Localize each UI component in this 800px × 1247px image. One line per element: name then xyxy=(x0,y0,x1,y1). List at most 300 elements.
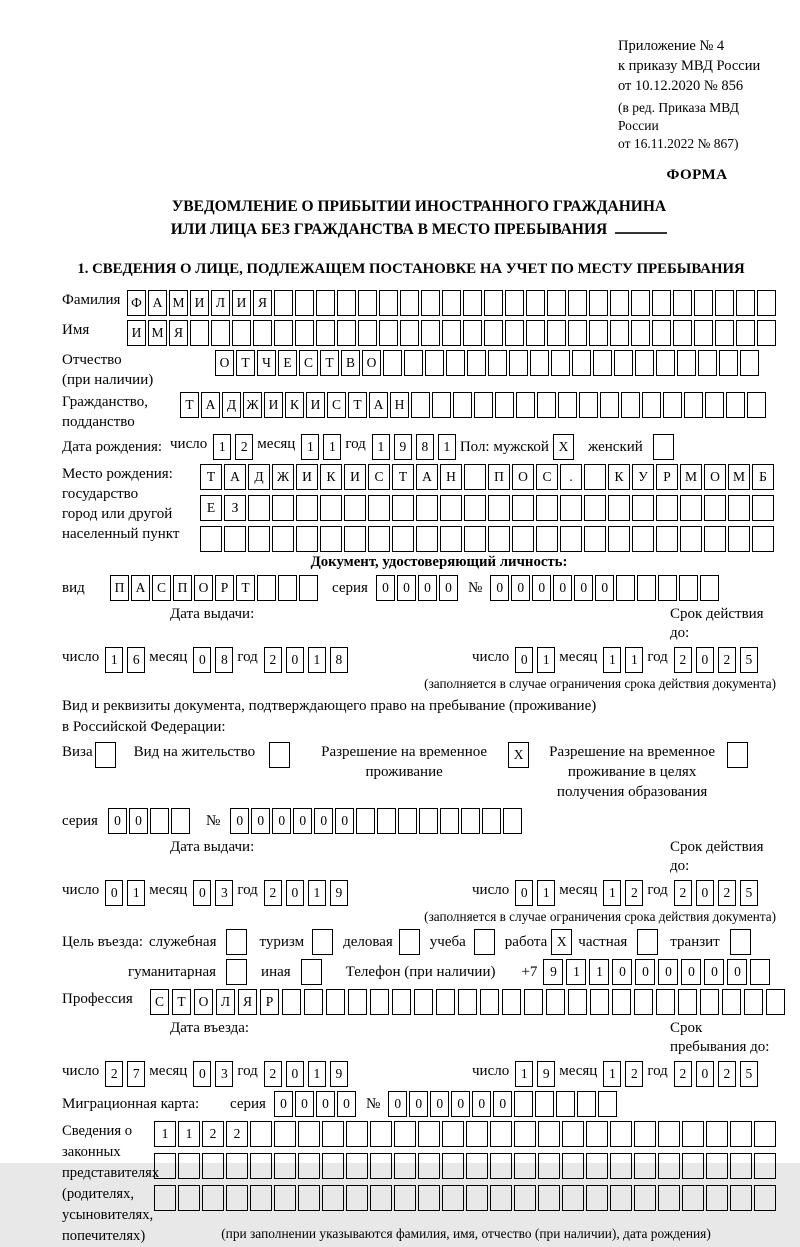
char-box[interactable]: 5 xyxy=(740,1061,758,1087)
char-box[interactable] xyxy=(337,290,356,316)
char-box[interactable]: 2 xyxy=(674,880,692,906)
char-box[interactable]: 1 xyxy=(323,434,341,460)
char-box[interactable] xyxy=(766,989,785,1015)
char-box[interactable] xyxy=(248,495,270,521)
char-box[interactable] xyxy=(398,808,417,834)
char-box[interactable] xyxy=(272,526,294,552)
char-box[interactable] xyxy=(568,989,587,1015)
char-box[interactable] xyxy=(488,350,507,376)
char-box[interactable] xyxy=(663,392,682,418)
char-box[interactable]: 1 xyxy=(603,880,621,906)
char-box[interactable] xyxy=(394,1185,416,1211)
char-box[interactable] xyxy=(379,290,398,316)
char-box[interactable]: К xyxy=(608,464,630,490)
char-box[interactable] xyxy=(484,320,503,346)
char-box[interactable] xyxy=(586,1185,608,1211)
char-box[interactable]: С xyxy=(327,392,346,418)
char-box[interactable]: 0 xyxy=(230,808,249,834)
char-box[interactable] xyxy=(250,1153,272,1179)
char-box[interactable] xyxy=(700,989,719,1015)
char-box[interactable] xyxy=(726,392,745,418)
char-box[interactable] xyxy=(560,495,582,521)
char-box[interactable]: 0 xyxy=(316,1091,335,1117)
char-box[interactable] xyxy=(418,1185,440,1211)
char-box[interactable] xyxy=(440,808,459,834)
char-box[interactable] xyxy=(421,290,440,316)
char-box[interactable]: Р xyxy=(656,464,678,490)
char-box[interactable]: И xyxy=(296,464,318,490)
char-box[interactable] xyxy=(272,495,294,521)
char-box[interactable]: Т xyxy=(236,575,255,601)
char-box[interactable] xyxy=(634,989,653,1015)
char-box[interactable]: 0 xyxy=(696,880,714,906)
char-box[interactable] xyxy=(658,1121,680,1147)
char-box[interactable] xyxy=(370,989,389,1015)
char-box[interactable]: 5 xyxy=(740,647,758,673)
char-box[interactable]: 9 xyxy=(330,1061,348,1087)
char-box[interactable] xyxy=(730,1121,752,1147)
char-box[interactable]: 1 xyxy=(589,959,609,985)
char-box[interactable] xyxy=(514,1091,533,1117)
char-box[interactable] xyxy=(320,526,342,552)
char-box[interactable]: 0 xyxy=(490,575,509,601)
char-box[interactable] xyxy=(558,392,577,418)
char-box[interactable] xyxy=(608,495,630,521)
char-box[interactable] xyxy=(211,320,230,346)
char-box[interactable] xyxy=(370,1153,392,1179)
char-box[interactable]: 0 xyxy=(286,647,304,673)
char-box[interactable] xyxy=(514,1121,536,1147)
char-box[interactable] xyxy=(560,526,582,552)
char-box[interactable] xyxy=(635,350,654,376)
checkbox[interactable] xyxy=(269,742,290,768)
char-box[interactable] xyxy=(224,526,246,552)
char-box[interactable] xyxy=(706,1185,728,1211)
char-box[interactable] xyxy=(154,1185,176,1211)
char-box[interactable] xyxy=(694,320,713,346)
char-box[interactable] xyxy=(502,989,521,1015)
checkbox[interactable] xyxy=(474,929,495,955)
char-box[interactable]: А xyxy=(131,575,150,601)
char-box[interactable] xyxy=(682,1153,704,1179)
char-box[interactable]: 0 xyxy=(439,575,458,601)
char-box[interactable] xyxy=(682,1185,704,1211)
char-box[interactable]: 1 xyxy=(515,1061,533,1087)
char-box[interactable]: Т xyxy=(392,464,414,490)
char-box[interactable]: 0 xyxy=(397,575,416,601)
char-box[interactable] xyxy=(589,290,608,316)
char-box[interactable] xyxy=(274,1153,296,1179)
char-box[interactable] xyxy=(257,575,276,601)
char-box[interactable] xyxy=(298,1121,320,1147)
char-box[interactable] xyxy=(503,808,522,834)
char-box[interactable]: Ж xyxy=(243,392,262,418)
char-box[interactable] xyxy=(463,290,482,316)
char-box[interactable]: 1 xyxy=(566,959,586,985)
char-box[interactable]: 0 xyxy=(295,1091,314,1117)
char-box[interactable] xyxy=(248,526,270,552)
char-box[interactable] xyxy=(226,1153,248,1179)
char-box[interactable]: С xyxy=(299,350,318,376)
char-box[interactable]: 0 xyxy=(612,959,632,985)
char-box[interactable] xyxy=(631,320,650,346)
char-box[interactable] xyxy=(505,320,524,346)
char-box[interactable]: И xyxy=(264,392,283,418)
char-box[interactable] xyxy=(416,526,438,552)
char-box[interactable] xyxy=(586,1121,608,1147)
char-box[interactable] xyxy=(421,320,440,346)
char-box[interactable] xyxy=(464,495,486,521)
char-box[interactable]: 1 xyxy=(603,647,621,673)
char-box[interactable]: 0 xyxy=(337,1091,356,1117)
char-box[interactable]: Б xyxy=(752,464,774,490)
char-box[interactable]: 0 xyxy=(430,1091,449,1117)
char-box[interactable] xyxy=(614,350,633,376)
char-box[interactable] xyxy=(392,526,414,552)
char-box[interactable] xyxy=(535,1091,554,1117)
char-box[interactable]: 0 xyxy=(472,1091,491,1117)
char-box[interactable] xyxy=(610,1185,632,1211)
char-box[interactable] xyxy=(171,808,190,834)
char-box[interactable]: 0 xyxy=(532,575,551,601)
char-box[interactable] xyxy=(656,495,678,521)
char-box[interactable]: И xyxy=(344,464,366,490)
char-box[interactable] xyxy=(370,1185,392,1211)
char-box[interactable] xyxy=(610,290,629,316)
char-box[interactable] xyxy=(562,1185,584,1211)
char-box[interactable] xyxy=(348,989,367,1015)
char-box[interactable] xyxy=(436,989,455,1015)
char-box[interactable] xyxy=(632,526,654,552)
char-box[interactable]: 9 xyxy=(543,959,563,985)
char-box[interactable] xyxy=(463,320,482,346)
char-box[interactable] xyxy=(464,464,486,490)
char-box[interactable] xyxy=(368,495,390,521)
checkbox[interactable]: X xyxy=(508,742,529,768)
char-box[interactable] xyxy=(744,989,763,1015)
char-box[interactable]: 2 xyxy=(202,1121,224,1147)
char-box[interactable] xyxy=(678,989,697,1015)
char-box[interactable] xyxy=(621,392,640,418)
char-box[interactable] xyxy=(705,392,724,418)
char-box[interactable] xyxy=(538,1185,560,1211)
char-box[interactable] xyxy=(295,320,314,346)
checkbox[interactable] xyxy=(653,434,674,460)
char-box[interactable] xyxy=(296,526,318,552)
char-box[interactable] xyxy=(658,1153,680,1179)
char-box[interactable] xyxy=(356,808,375,834)
char-box[interactable] xyxy=(637,575,656,601)
char-box[interactable] xyxy=(178,1153,200,1179)
char-box[interactable] xyxy=(514,1185,536,1211)
char-box[interactable] xyxy=(442,320,461,346)
char-box[interactable]: 1 xyxy=(308,880,326,906)
char-box[interactable]: . xyxy=(560,464,582,490)
char-box[interactable] xyxy=(658,575,677,601)
char-box[interactable] xyxy=(344,526,366,552)
char-box[interactable]: 0 xyxy=(418,575,437,601)
char-box[interactable]: 0 xyxy=(193,1061,211,1087)
char-box[interactable] xyxy=(442,1153,464,1179)
char-box[interactable] xyxy=(202,1153,224,1179)
char-box[interactable] xyxy=(358,290,377,316)
char-box[interactable] xyxy=(757,320,776,346)
char-box[interactable] xyxy=(298,1185,320,1211)
char-box[interactable] xyxy=(612,989,631,1015)
char-box[interactable]: 2 xyxy=(105,1061,123,1087)
char-box[interactable] xyxy=(432,392,451,418)
char-box[interactable]: О xyxy=(704,464,726,490)
char-box[interactable] xyxy=(610,1121,632,1147)
char-box[interactable] xyxy=(616,575,635,601)
char-box[interactable]: Т xyxy=(180,392,199,418)
char-box[interactable]: К xyxy=(320,464,342,490)
char-box[interactable] xyxy=(538,1153,560,1179)
char-box[interactable]: 8 xyxy=(330,647,348,673)
char-box[interactable]: 9 xyxy=(394,434,412,460)
char-box[interactable] xyxy=(274,1121,296,1147)
char-box[interactable] xyxy=(200,526,222,552)
char-box[interactable] xyxy=(715,290,734,316)
char-box[interactable] xyxy=(757,290,776,316)
char-box[interactable]: 1 xyxy=(213,434,231,460)
char-box[interactable]: 0 xyxy=(272,808,291,834)
char-box[interactable] xyxy=(634,1153,656,1179)
char-box[interactable] xyxy=(516,392,535,418)
char-box[interactable] xyxy=(530,350,549,376)
char-box[interactable] xyxy=(556,1091,575,1117)
char-box[interactable]: Я xyxy=(253,290,272,316)
char-box[interactable] xyxy=(322,1185,344,1211)
char-box[interactable] xyxy=(278,575,297,601)
char-box[interactable] xyxy=(505,290,524,316)
char-box[interactable]: 2 xyxy=(625,880,643,906)
char-box[interactable]: Т xyxy=(172,989,191,1015)
char-box[interactable] xyxy=(656,350,675,376)
char-box[interactable]: С xyxy=(536,464,558,490)
char-box[interactable]: 1 xyxy=(537,647,555,673)
char-box[interactable] xyxy=(680,495,702,521)
char-box[interactable] xyxy=(719,350,738,376)
char-box[interactable]: 0 xyxy=(493,1091,512,1117)
checkbox[interactable] xyxy=(399,929,420,955)
char-box[interactable] xyxy=(656,526,678,552)
char-box[interactable]: 2 xyxy=(264,1061,282,1087)
char-box[interactable]: Я xyxy=(169,320,188,346)
char-box[interactable] xyxy=(253,320,272,346)
char-box[interactable] xyxy=(590,989,609,1015)
char-box[interactable] xyxy=(316,320,335,346)
char-box[interactable]: Я xyxy=(238,989,257,1015)
char-box[interactable] xyxy=(526,290,545,316)
char-box[interactable]: 2 xyxy=(264,647,282,673)
char-box[interactable] xyxy=(419,808,438,834)
char-box[interactable]: 0 xyxy=(595,575,614,601)
char-box[interactable]: П xyxy=(488,464,510,490)
char-box[interactable] xyxy=(536,495,558,521)
char-box[interactable] xyxy=(490,1121,512,1147)
char-box[interactable]: 0 xyxy=(251,808,270,834)
char-box[interactable]: 1 xyxy=(105,647,123,673)
char-box[interactable] xyxy=(652,320,671,346)
char-box[interactable] xyxy=(490,1185,512,1211)
char-box[interactable]: Т xyxy=(348,392,367,418)
char-box[interactable] xyxy=(346,1185,368,1211)
checkbox[interactable] xyxy=(301,959,322,985)
char-box[interactable]: 2 xyxy=(625,1061,643,1087)
char-box[interactable]: 7 xyxy=(127,1061,145,1087)
char-box[interactable]: 0 xyxy=(727,959,747,985)
char-box[interactable] xyxy=(466,1153,488,1179)
char-box[interactable] xyxy=(589,320,608,346)
char-box[interactable] xyxy=(392,989,411,1015)
char-box[interactable]: О xyxy=(215,350,234,376)
char-box[interactable] xyxy=(730,1185,752,1211)
char-box[interactable] xyxy=(572,350,591,376)
char-box[interactable]: Н xyxy=(440,464,462,490)
char-box[interactable]: Ч xyxy=(257,350,276,376)
char-box[interactable] xyxy=(754,1121,776,1147)
char-box[interactable] xyxy=(682,1121,704,1147)
char-box[interactable] xyxy=(316,290,335,316)
char-box[interactable] xyxy=(524,989,543,1015)
char-box[interactable] xyxy=(538,1121,560,1147)
char-box[interactable]: 3 xyxy=(215,1061,233,1087)
char-box[interactable] xyxy=(442,1185,464,1211)
char-box[interactable]: И xyxy=(127,320,146,346)
char-box[interactable]: 1 xyxy=(154,1121,176,1147)
char-box[interactable] xyxy=(722,989,741,1015)
char-box[interactable] xyxy=(453,392,472,418)
checkbox[interactable] xyxy=(637,929,658,955)
char-box[interactable] xyxy=(546,989,565,1015)
char-box[interactable]: И xyxy=(232,290,251,316)
char-box[interactable]: Р xyxy=(260,989,279,1015)
char-box[interactable] xyxy=(446,350,465,376)
char-box[interactable]: 0 xyxy=(553,575,572,601)
char-box[interactable]: А xyxy=(148,290,167,316)
char-box[interactable] xyxy=(562,1121,584,1147)
char-box[interactable] xyxy=(512,526,534,552)
char-box[interactable] xyxy=(488,495,510,521)
char-box[interactable] xyxy=(178,1185,200,1211)
char-box[interactable]: 9 xyxy=(330,880,348,906)
char-box[interactable] xyxy=(610,1153,632,1179)
char-box[interactable]: О xyxy=(362,350,381,376)
char-box[interactable] xyxy=(598,1091,617,1117)
char-box[interactable] xyxy=(600,392,619,418)
char-box[interactable] xyxy=(684,392,703,418)
char-box[interactable]: М xyxy=(680,464,702,490)
char-box[interactable] xyxy=(425,350,444,376)
char-box[interactable] xyxy=(464,526,486,552)
char-box[interactable]: 0 xyxy=(696,1061,714,1087)
char-box[interactable] xyxy=(295,290,314,316)
char-box[interactable]: В xyxy=(341,350,360,376)
char-box[interactable] xyxy=(370,1121,392,1147)
char-box[interactable] xyxy=(274,290,293,316)
char-box[interactable] xyxy=(673,320,692,346)
char-box[interactable]: 0 xyxy=(335,808,354,834)
char-box[interactable] xyxy=(547,320,566,346)
char-box[interactable]: 1 xyxy=(308,1061,326,1087)
char-box[interactable] xyxy=(593,350,612,376)
char-box[interactable]: М xyxy=(728,464,750,490)
char-box[interactable] xyxy=(394,1153,416,1179)
char-box[interactable] xyxy=(728,526,750,552)
char-box[interactable]: Ф xyxy=(127,290,146,316)
char-box[interactable] xyxy=(322,1121,344,1147)
char-box[interactable] xyxy=(551,350,570,376)
char-box[interactable]: 0 xyxy=(286,1061,304,1087)
char-box[interactable] xyxy=(346,1121,368,1147)
char-box[interactable] xyxy=(296,495,318,521)
checkbox[interactable] xyxy=(727,742,748,768)
char-box[interactable] xyxy=(586,1153,608,1179)
char-box[interactable] xyxy=(400,320,419,346)
char-box[interactable] xyxy=(282,989,301,1015)
char-box[interactable]: Е xyxy=(278,350,297,376)
char-box[interactable]: О xyxy=(512,464,534,490)
char-box[interactable] xyxy=(411,392,430,418)
char-box[interactable]: 0 xyxy=(451,1091,470,1117)
char-box[interactable] xyxy=(299,575,318,601)
char-box[interactable]: 0 xyxy=(574,575,593,601)
char-box[interactable]: 0 xyxy=(274,1091,293,1117)
char-box[interactable]: М xyxy=(148,320,167,346)
char-box[interactable]: 0 xyxy=(409,1091,428,1117)
char-box[interactable] xyxy=(752,495,774,521)
char-box[interactable] xyxy=(368,526,390,552)
char-box[interactable]: 8 xyxy=(215,647,233,673)
char-box[interactable] xyxy=(673,290,692,316)
char-box[interactable]: П xyxy=(173,575,192,601)
char-box[interactable] xyxy=(383,350,402,376)
char-box[interactable] xyxy=(484,290,503,316)
char-box[interactable] xyxy=(700,575,719,601)
char-box[interactable] xyxy=(298,1153,320,1179)
char-box[interactable] xyxy=(482,808,501,834)
char-box[interactable]: 3 xyxy=(215,880,233,906)
char-box[interactable] xyxy=(418,1121,440,1147)
char-box[interactable] xyxy=(750,959,770,985)
char-box[interactable]: 0 xyxy=(105,880,123,906)
checkbox[interactable] xyxy=(226,929,247,955)
char-box[interactable]: 1 xyxy=(301,434,319,460)
char-box[interactable] xyxy=(747,392,766,418)
char-box[interactable] xyxy=(634,1121,656,1147)
char-box[interactable]: 0 xyxy=(515,880,533,906)
char-box[interactable]: 0 xyxy=(388,1091,407,1117)
char-box[interactable] xyxy=(754,1185,776,1211)
char-box[interactable] xyxy=(679,575,698,601)
char-box[interactable] xyxy=(736,320,755,346)
char-box[interactable] xyxy=(337,320,356,346)
char-box[interactable] xyxy=(226,1185,248,1211)
char-box[interactable] xyxy=(326,989,345,1015)
char-box[interactable] xyxy=(274,320,293,346)
char-box[interactable]: 0 xyxy=(129,808,148,834)
char-box[interactable]: Л xyxy=(211,290,230,316)
char-box[interactable] xyxy=(414,989,433,1015)
char-box[interactable]: 2 xyxy=(674,647,692,673)
char-box[interactable]: 0 xyxy=(681,959,701,985)
char-box[interactable] xyxy=(526,320,545,346)
char-box[interactable] xyxy=(442,290,461,316)
char-box[interactable]: 1 xyxy=(603,1061,621,1087)
char-box[interactable]: 1 xyxy=(625,647,643,673)
char-box[interactable] xyxy=(704,526,726,552)
